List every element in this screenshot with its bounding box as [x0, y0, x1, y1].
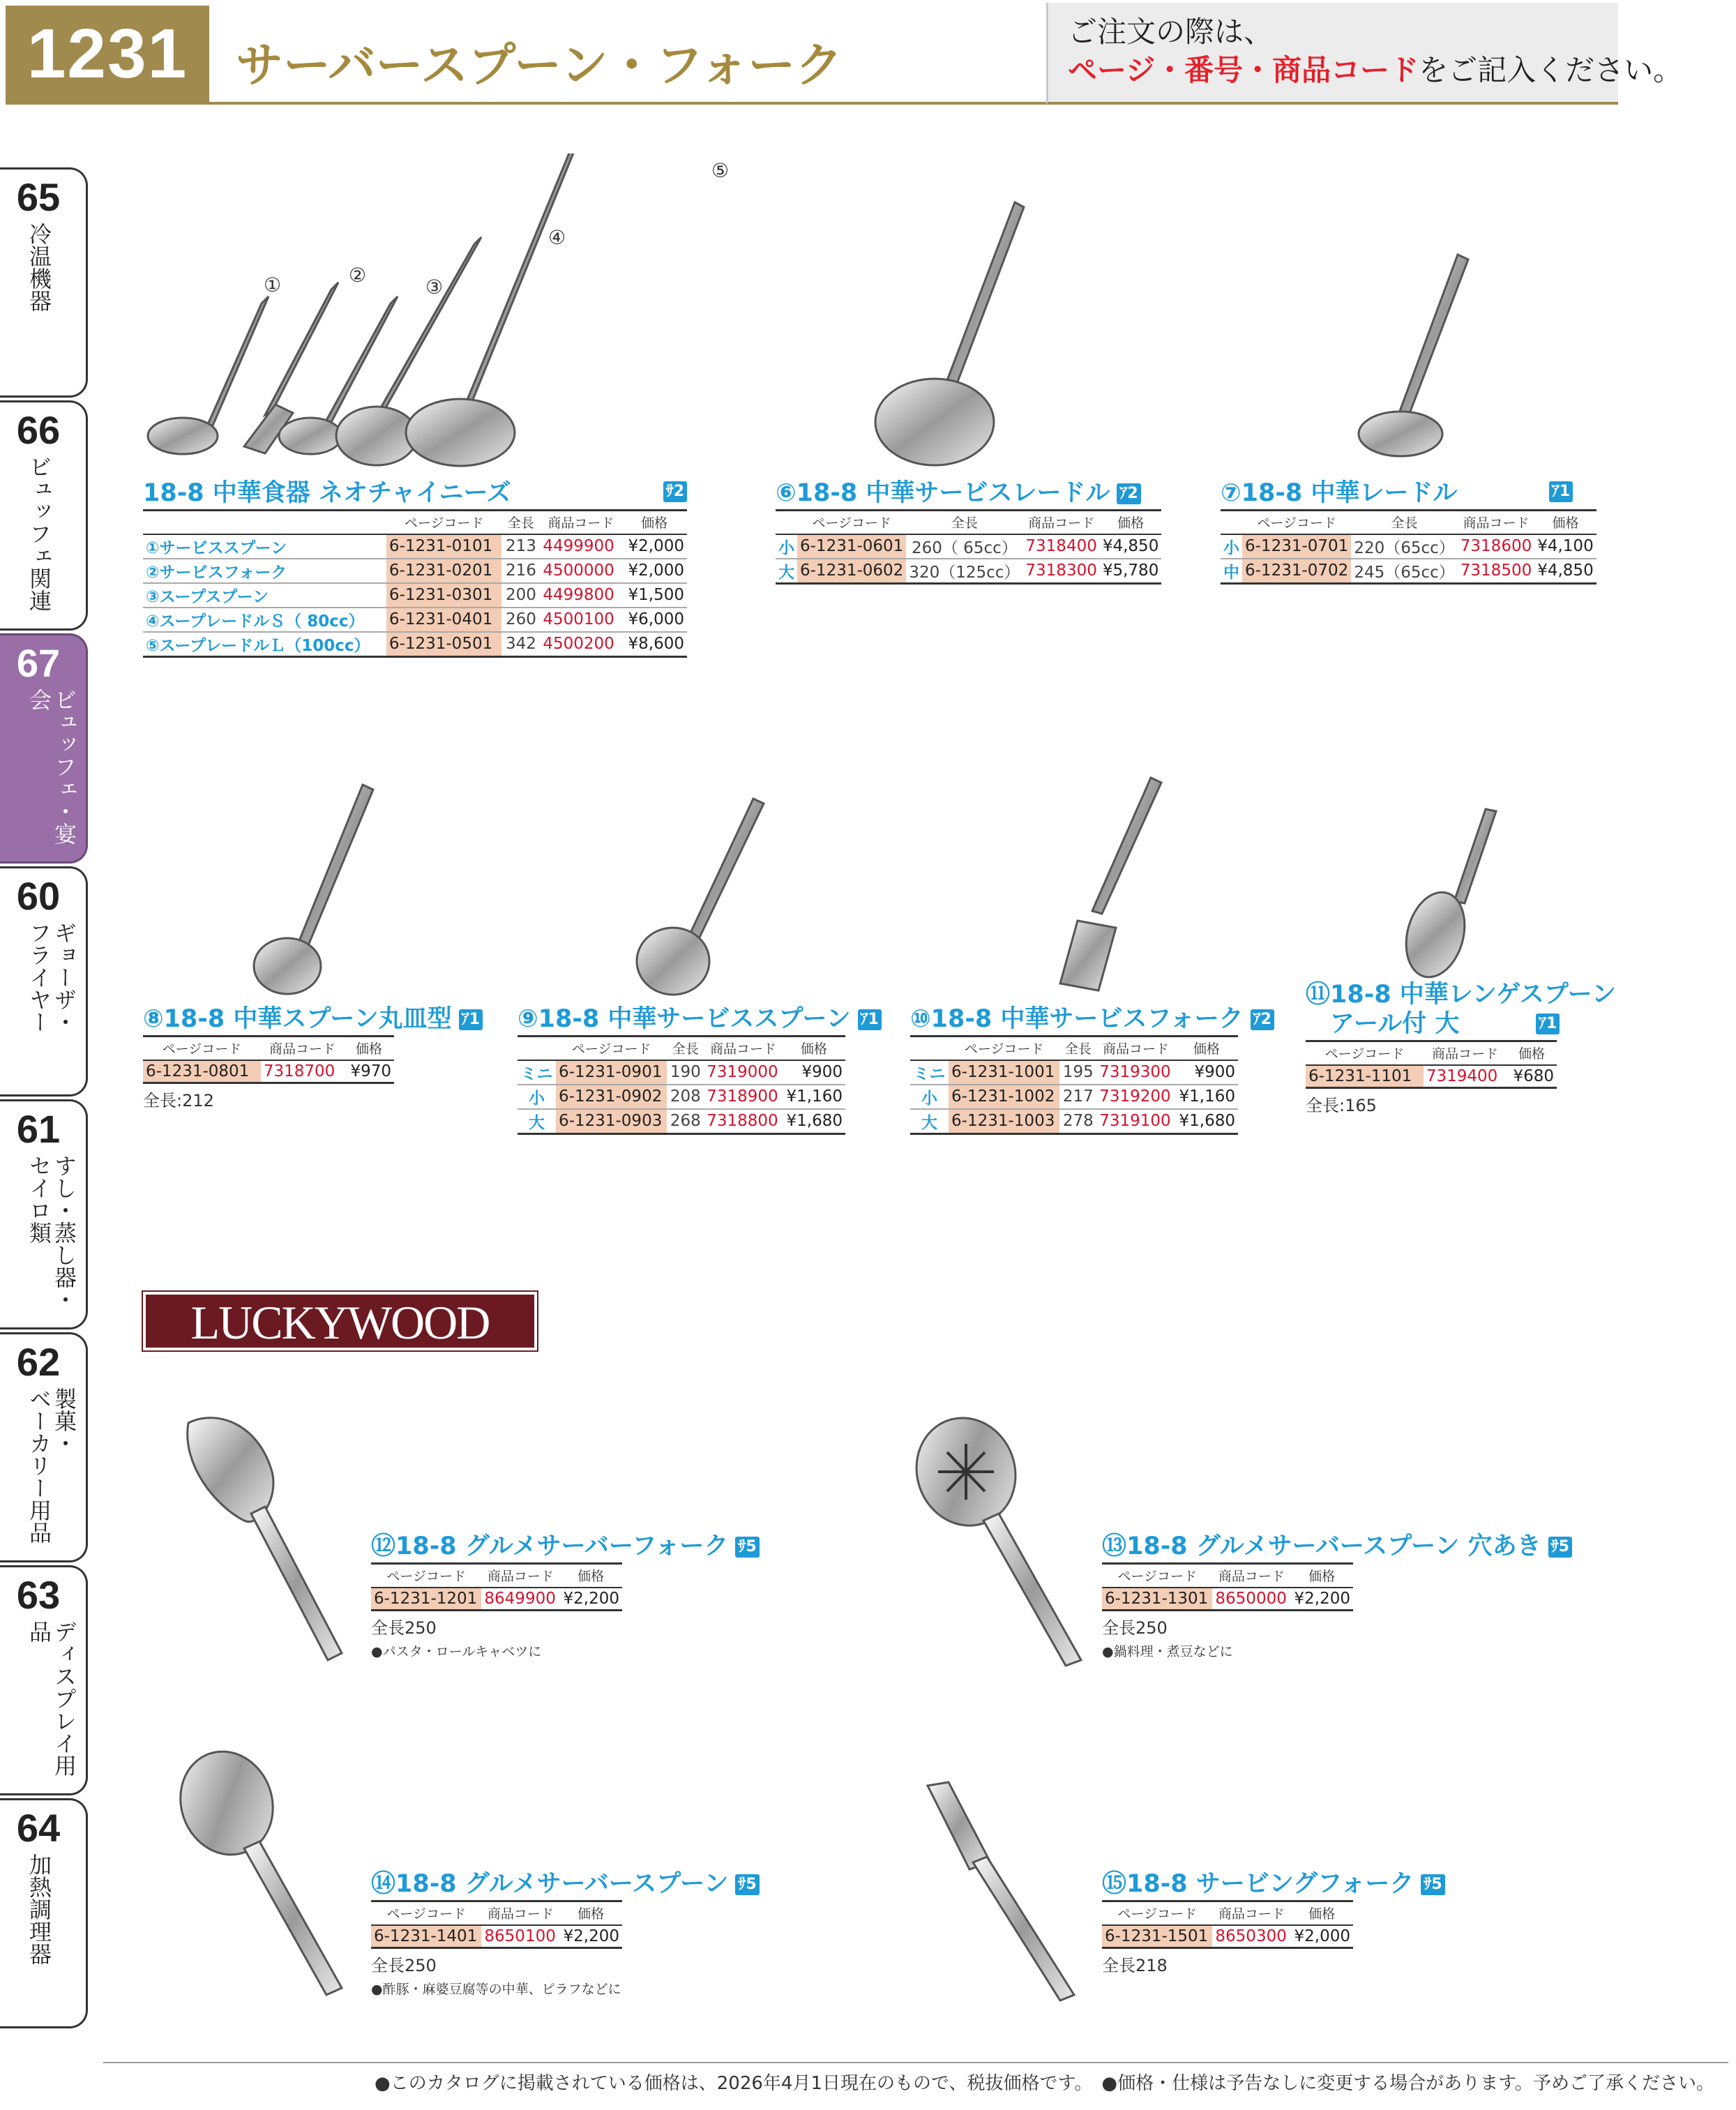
title-text: ⑭18-8 グルメサーバースプーン [371, 1870, 729, 1898]
col-header: 価格 [621, 511, 687, 534]
order-notice [1046, 3, 1683, 105]
ladle-image [1325, 251, 1500, 460]
col-header: 商品コード [704, 1037, 783, 1060]
price: ¥8,600 [621, 632, 687, 657]
page-code: 6-1231-0601 [797, 534, 906, 559]
length: 216 [501, 559, 540, 583]
notice-rest: をご記入ください。 [1419, 53, 1683, 87]
product-title [143, 1004, 480, 1034]
supplier-badge: ｱ1 [1536, 1013, 1560, 1034]
price: ¥4,850 [1534, 559, 1596, 584]
service-ladle-image [865, 199, 1074, 471]
table-row [1221, 559, 1597, 584]
length: 217 [1059, 1085, 1096, 1109]
item-code: 4500100 [540, 608, 621, 632]
col-header: 商品コード [1458, 511, 1534, 534]
tab-number: 66 [16, 408, 61, 452]
title-text: ⑩18-8 中華サービスフォーク [910, 1005, 1244, 1033]
service-spoon-image [628, 795, 788, 1004]
title-text: ⑥18-8 中華サービスレードル [776, 479, 1110, 507]
tab-number: 64 [16, 1806, 61, 1850]
price: ¥900 [783, 1060, 845, 1085]
col-header: ページコード [386, 511, 502, 534]
item-code: 7318400 [1022, 534, 1099, 559]
col-header: 全長 [667, 1037, 704, 1060]
page-code: 6-1231-0902 [556, 1085, 667, 1109]
title-text: ⑫18-8 グルメサーバーフォーク [371, 1532, 729, 1560]
col-header: 価格 [1507, 1041, 1557, 1065]
size: 小 [1221, 534, 1242, 559]
table-row [143, 583, 687, 608]
supplier-badge: ｱ1 [858, 1009, 882, 1030]
size: 大 [910, 1109, 949, 1134]
item-code: 7318500 [1458, 559, 1534, 584]
product-table [143, 1035, 394, 1084]
item-code: 8650000 [1212, 1588, 1290, 1611]
title-text: 18-8 中華食器 ネオチャイニーズ [143, 479, 511, 507]
product-table [371, 1900, 622, 1949]
product-title [518, 1004, 879, 1034]
col-header: ページコード [143, 1037, 261, 1060]
product-renge-spoon [1306, 980, 1617, 1116]
col-header: 商品コード [1096, 1037, 1175, 1060]
title-text: ⑦18-8 中華レードル [1221, 479, 1458, 507]
product-service-ladle [776, 478, 1159, 585]
gourmet-spoon-slotted-image [907, 1409, 1116, 1674]
page-code: 6-1231-1501 [1102, 1925, 1212, 1948]
supplier-badge: ｱ1 [1549, 481, 1573, 502]
item-name: ⑤スープレードルＬ（100cc） [143, 632, 386, 657]
price: ¥4,100 [1534, 534, 1596, 559]
price: ¥2,000 [621, 534, 687, 559]
product-chinese-ladle [1221, 478, 1594, 585]
col-header: ページコード [1102, 1901, 1212, 1925]
gourmet-fork-image [174, 1409, 370, 1674]
table-row [910, 1060, 1238, 1085]
size: 小 [518, 1085, 556, 1109]
page-code: 6-1231-0602 [797, 559, 906, 584]
product-table [1102, 1900, 1353, 1949]
neo-chinese-set-image [139, 153, 642, 474]
col-header: 価格 [1290, 1901, 1353, 1925]
product-service-spoon [518, 1004, 879, 1135]
product-serving-fork [1102, 1869, 1442, 1976]
header-rule [6, 102, 1048, 105]
length-note: 全長218 [1102, 1956, 1168, 1975]
product-round-spoon [143, 1004, 480, 1111]
renge-spoon-image [1381, 806, 1520, 987]
tab-label: ディスプレイ用品 [26, 1620, 77, 1777]
page-code: 6-1231-1001 [949, 1060, 1059, 1085]
side-tab-65[interactable] [0, 167, 88, 398]
item-code: 7318300 [1022, 559, 1099, 584]
price: ¥4,850 [1100, 534, 1161, 559]
price: ¥1,160 [783, 1085, 845, 1109]
side-tab-63[interactable] [0, 1565, 88, 1795]
tab-label: 冷温機器 [26, 223, 52, 312]
col-header: 全長 [1351, 511, 1457, 534]
title-text: ⑮18-8 サービングフォーク [1102, 1870, 1414, 1898]
page-code: 6-1231-1201 [371, 1588, 481, 1611]
col-header: 価格 [344, 1037, 394, 1060]
luckywood-logo: LUCKYWOOD [143, 1292, 537, 1350]
usage-note: ●パスタ・ロールキャベツに [371, 1644, 542, 1659]
col-header: 商品コード [540, 511, 621, 534]
item-code: 7319400 [1424, 1065, 1507, 1088]
page-code: 6-1231-1101 [1306, 1065, 1424, 1088]
col-header: ページコード [797, 511, 906, 534]
length: 220（65cc） [1351, 534, 1457, 559]
title-text: ⑧18-8 中華スプーン丸皿型 [143, 1005, 452, 1033]
product-title [1306, 980, 1654, 1039]
col-header: 価格 [1534, 511, 1596, 534]
round-spoon-image [230, 781, 391, 1004]
side-tab-62[interactable] [0, 1332, 88, 1562]
tab-label: すし・蒸し器・ セイロ類 [26, 1154, 77, 1311]
page-code: 6-1231-0801 [143, 1060, 261, 1083]
page-code: 6-1231-1002 [949, 1085, 1059, 1109]
notice-line2 [1068, 50, 1683, 91]
item-code: 7319100 [1096, 1109, 1175, 1134]
col-header: 価格 [1100, 511, 1161, 534]
circle-label-4: ④ [548, 226, 566, 249]
col-header: 商品コード [1022, 511, 1099, 534]
product-table [1221, 509, 1597, 585]
page-title: サーバースプーン・フォーク [236, 38, 843, 93]
supplier-badge: ｱ2 [1117, 483, 1140, 504]
title-text: ⑬18-8 グルメサーバースプーン 穴あき [1102, 1532, 1541, 1560]
length: 245（65cc） [1351, 559, 1457, 584]
item-name: ③スープスプーン [143, 583, 386, 608]
tab-number: 61 [16, 1107, 61, 1151]
length: 195 [1059, 1060, 1096, 1085]
tab-label: ビュッフェ関連 [26, 455, 52, 612]
product-gourmet-spoon-slotted [1102, 1532, 1569, 1660]
size: 小 [776, 534, 797, 559]
price: ¥1,680 [783, 1109, 845, 1134]
table-row [1306, 1065, 1557, 1088]
length-note: 全長:165 [1306, 1096, 1377, 1115]
col-header: 商品コード [481, 1564, 559, 1588]
page-code: 6-1231-0101 [386, 534, 502, 559]
price: ¥6,000 [621, 608, 687, 632]
size: ミニ [910, 1060, 949, 1085]
product-table [910, 1035, 1238, 1135]
col-header: 価格 [1290, 1564, 1353, 1588]
size: 大 [518, 1109, 556, 1134]
footer-note: ●このカタログに掲載されている価格は、2026年4月1日現在のもので、税抜価格です。 ●価格・仕様は予告なしに変更する場合があります。予めご了承ください。 [103, 2062, 1728, 2095]
length-note: 全長250 [371, 1618, 437, 1638]
col-header: ページコード [556, 1037, 667, 1060]
price: ¥2,200 [559, 1925, 622, 1948]
price: ¥1,500 [621, 583, 687, 608]
table-row [143, 632, 687, 657]
page-code: 6-1231-1301 [1102, 1588, 1212, 1611]
col-header: 商品コード [1424, 1041, 1507, 1065]
gourmet-spoon-image [174, 1744, 370, 2009]
col-header: ページコード [371, 1564, 481, 1588]
notice-red: ページ・番号・商品コード [1068, 53, 1419, 87]
supplier-badge: ｻ5 [735, 1874, 759, 1895]
side-tab-61[interactable] [0, 1099, 88, 1329]
item-name: ②サービスフォーク [143, 559, 386, 583]
supplier-badge: ｻ5 [735, 1537, 759, 1558]
tab-number: 65 [16, 175, 61, 219]
table-row [143, 1060, 394, 1083]
side-tab-64[interactable] [0, 1798, 88, 2028]
price: ¥2,000 [1290, 1925, 1353, 1948]
usage-note: ●鍋料理・煮豆などに [1102, 1644, 1233, 1659]
product-title [143, 478, 687, 508]
supplier-badge: ｻ2 [663, 481, 687, 502]
page-code: 6-1231-1401 [371, 1925, 481, 1948]
product-gourmet-spoon [371, 1869, 757, 1998]
page-code: 6-1231-0501 [386, 632, 502, 657]
tab-label: ギョーザ・ フライヤー [26, 921, 77, 1033]
product-neo-chinese [143, 478, 687, 658]
side-tab-66[interactable] [0, 400, 88, 631]
item-code: 4500000 [540, 559, 621, 583]
table-row [371, 1588, 622, 1611]
page-code: 6-1231-0301 [386, 583, 502, 608]
col-header: 商品コード [1212, 1901, 1290, 1925]
length-note: 全長:212 [143, 1091, 214, 1110]
item-code: 4499800 [540, 583, 621, 608]
supplier-badge: ｻ5 [1548, 1537, 1572, 1558]
length-note: 全長250 [371, 1956, 437, 1975]
table-row [776, 559, 1161, 584]
product-title [910, 1004, 1271, 1034]
tab-label: 加熱調理器 [26, 1853, 52, 1965]
item-code: 7318800 [704, 1109, 783, 1134]
col-header: 全長 [1059, 1037, 1096, 1060]
product-title [371, 1869, 757, 1899]
col-header: 商品コード [261, 1037, 344, 1060]
product-title [1102, 1532, 1569, 1561]
item-code: 7318600 [1458, 534, 1534, 559]
price: ¥1,680 [1175, 1109, 1238, 1134]
col-header: 価格 [1175, 1037, 1238, 1060]
page-code: 6-1231-1003 [949, 1109, 1059, 1134]
price: ¥2,200 [1290, 1588, 1353, 1611]
table-row [1102, 1925, 1353, 1948]
price: ¥900 [1175, 1060, 1238, 1085]
size: 中 [1221, 559, 1242, 584]
table-row [143, 534, 687, 559]
table-row [518, 1060, 845, 1085]
table-row [910, 1109, 1238, 1134]
page-code: 6-1231-0903 [556, 1109, 667, 1134]
item-code: 7318700 [261, 1060, 344, 1083]
length: 190 [667, 1060, 704, 1085]
supplier-badge: ｱ1 [459, 1009, 483, 1030]
page-code: 6-1231-0702 [1242, 559, 1351, 584]
product-table [518, 1035, 845, 1135]
col-header: ページコード [371, 1901, 481, 1925]
table-row [1102, 1588, 1353, 1611]
product-title [1221, 478, 1573, 508]
tab-number: 62 [16, 1340, 61, 1384]
size: ミニ [518, 1060, 556, 1085]
supplier-badge: ｻ5 [1421, 1874, 1444, 1895]
col-header: ページコード [1306, 1041, 1424, 1065]
page-code: 6-1231-0201 [386, 559, 502, 583]
side-tab-60[interactable] [0, 866, 88, 1097]
col-header: ページコード [949, 1037, 1059, 1060]
item-code: 8650100 [481, 1925, 559, 1948]
length: 200 [501, 583, 540, 608]
item-code: 8650300 [1212, 1925, 1290, 1948]
item-name: ①サービススプーン [143, 534, 386, 559]
product-service-fork [910, 1004, 1271, 1135]
price: ¥5,780 [1100, 559, 1161, 584]
page-code: 6-1231-0401 [386, 608, 502, 632]
notice-line1: ご注文の際は、 [1068, 15, 1274, 49]
supplier-badge: ｱ2 [1251, 1009, 1274, 1030]
length: 260 [501, 608, 540, 632]
item-name: ④スープレードルＳ（ 80cc） [143, 608, 386, 632]
title-text: ⑨18-8 中華サービススプーン [518, 1005, 851, 1033]
product-title [776, 478, 1138, 508]
table-row [518, 1109, 845, 1134]
tab-number: 63 [16, 1573, 61, 1617]
serving-fork-image [914, 1779, 1109, 2009]
col-header: 商品コード [1212, 1564, 1290, 1588]
price: ¥970 [344, 1060, 394, 1083]
length: 268 [667, 1109, 704, 1134]
col-header: 全長 [906, 511, 1022, 534]
tab-label: 製菓・ ベーカリー用品 [26, 1387, 77, 1544]
table-row [143, 559, 687, 583]
circle-label-1: ① [264, 273, 282, 296]
tab-number: 67 [16, 641, 61, 685]
product-table [143, 509, 687, 658]
col-header: 商品コード [481, 1901, 559, 1925]
price: ¥2,000 [621, 559, 687, 583]
item-code: 8649900 [481, 1588, 559, 1611]
item-code: 4500200 [540, 632, 621, 657]
circle-label-2: ② [349, 264, 367, 287]
page-code: 6-1231-0901 [556, 1060, 667, 1085]
length-note: 全長250 [1102, 1618, 1168, 1638]
item-code: 7319300 [1096, 1060, 1175, 1085]
length: 213 [501, 534, 540, 559]
col-header: ページコード [1102, 1564, 1212, 1588]
circle-label-3: ③ [425, 276, 444, 299]
col-header: 価格 [559, 1901, 622, 1925]
col-header: 全長 [501, 511, 540, 534]
product-table [371, 1562, 622, 1611]
item-code: 7319200 [1096, 1085, 1175, 1109]
table-row [143, 608, 687, 632]
product-table [776, 509, 1161, 585]
page-code: 6-1231-0701 [1242, 534, 1351, 559]
length: 208 [667, 1085, 704, 1109]
side-tab-67[interactable] [0, 633, 88, 864]
price: ¥1,160 [1175, 1085, 1238, 1109]
product-gourmet-fork [371, 1532, 757, 1660]
price: ¥2,200 [559, 1588, 622, 1611]
length: 342 [501, 632, 540, 657]
circle-label-5: ⑤ [711, 159, 730, 182]
col-header: 価格 [783, 1037, 845, 1060]
item-code: 7319000 [704, 1060, 783, 1085]
table-row [776, 534, 1161, 559]
product-table [1102, 1562, 1353, 1611]
length: 320（125cc） [906, 559, 1022, 584]
size: 大 [776, 559, 797, 584]
tab-label: ビュッフェ・宴会 [26, 688, 77, 845]
col-header: ページコード [1242, 511, 1351, 534]
col-header: 価格 [559, 1564, 622, 1588]
product-table [1306, 1040, 1557, 1089]
service-fork-image [1018, 774, 1172, 997]
product-title [371, 1532, 757, 1561]
title-text: ⑪18-8 中華レンゲスプーン アール付 大 [1306, 981, 1617, 1038]
table-row [910, 1085, 1238, 1109]
tab-number: 60 [16, 874, 61, 918]
table-row [371, 1925, 622, 1948]
table-row [518, 1085, 845, 1109]
item-code: 4499900 [540, 534, 621, 559]
page-number: 1231 [6, 6, 209, 102]
length: 260（ 65cc） [906, 534, 1022, 559]
size: 小 [910, 1085, 949, 1109]
usage-note: ●酢豚・麻婆豆腐等の中華、ピラフなどに [371, 1982, 621, 1997]
product-title [1102, 1869, 1442, 1899]
length: 278 [1059, 1109, 1096, 1134]
item-code: 7318900 [704, 1085, 783, 1109]
table-row [1221, 534, 1597, 559]
price: ¥680 [1507, 1065, 1557, 1088]
